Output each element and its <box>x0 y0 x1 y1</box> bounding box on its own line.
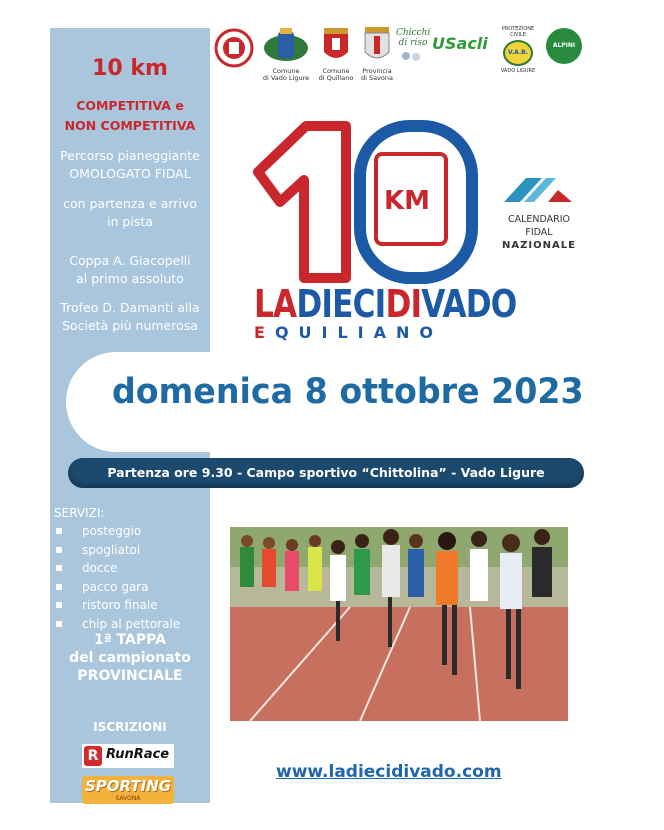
start-info-banner: Partenza ore 9.30 - Campo sportivo “Chittolina” - Vado Ligure <box>68 458 584 488</box>
event-brand: LADIECIDIVADO <box>254 282 517 326</box>
vado-caption: Comune di Vado Ligure <box>262 67 310 82</box>
services-list <box>54 506 210 633</box>
race-type-line2: NON COMPETITIVA <box>64 118 196 133</box>
usacli-logo: USacli <box>432 34 488 53</box>
service-item: pacco gara <box>54 578 210 597</box>
savona-caption: Provincia di Savona <box>360 67 394 82</box>
cup-line2: al primo assoluto <box>76 271 184 286</box>
event-date: domenica 8 ottobre 2023 <box>112 372 584 412</box>
trophy-line1: Trofeo D. Damanti alla <box>60 300 200 315</box>
event-subbrand: EQUILIANO <box>254 323 444 342</box>
alpini-logo: ALPINI <box>546 28 584 66</box>
start-finish-line2: in pista <box>107 214 153 229</box>
services-title: SERVIZI: <box>54 506 105 520</box>
runrace-mark-icon: R <box>84 746 102 766</box>
fidal-calendar-label: CALENDARIO FIDAL NAZIONALE <box>502 214 576 251</box>
fidal-logo-icon <box>502 172 576 208</box>
course-line1: Percorso pianeggiante <box>60 148 200 163</box>
vab-logo: PROTEZIONE CIVILE V.A.B. VADO LIGURE <box>500 26 536 74</box>
chicchi-logo: Chicchi di riso <box>396 28 430 66</box>
cup-line1: Coppa A. Giacopelli <box>69 253 191 268</box>
km-label: KM <box>384 186 431 216</box>
championship-stage: 1ª TAPPA del campionato PROVINCIALE <box>69 632 191 684</box>
distance-label: 10 km <box>92 56 168 81</box>
trophy-line2: Società più numerosa <box>62 318 198 333</box>
race-type-line1: COMPETITIVA e <box>76 98 184 113</box>
website-link[interactable]: www.ladiecidivado.com <box>276 762 502 782</box>
course-line2: OMOLOGATO FIDAL <box>69 166 191 181</box>
vado-crest-icon <box>262 26 310 66</box>
registration-title: ISCRIZIONI <box>93 720 167 734</box>
quiliano-caption: Comune di Quiliano <box>318 67 354 82</box>
start-finish-line1: con partenza e arrivo <box>63 196 197 211</box>
service-item: docce <box>54 559 210 578</box>
quiliano-crest-icon <box>320 26 352 66</box>
sporting-logo: SPORTING SAVONA <box>82 776 174 804</box>
service-item: posteggio <box>54 522 210 541</box>
club-logo <box>214 28 254 68</box>
service-item: spogliatoi <box>54 541 210 560</box>
runners-photo <box>230 527 568 721</box>
service-item: ristoro finale <box>54 596 210 615</box>
runrace-logo: R RunRace <box>82 744 174 768</box>
service-item: chip al pettorale <box>54 615 210 634</box>
ten-km-logo <box>250 118 480 288</box>
savona-crest-icon <box>362 26 392 66</box>
